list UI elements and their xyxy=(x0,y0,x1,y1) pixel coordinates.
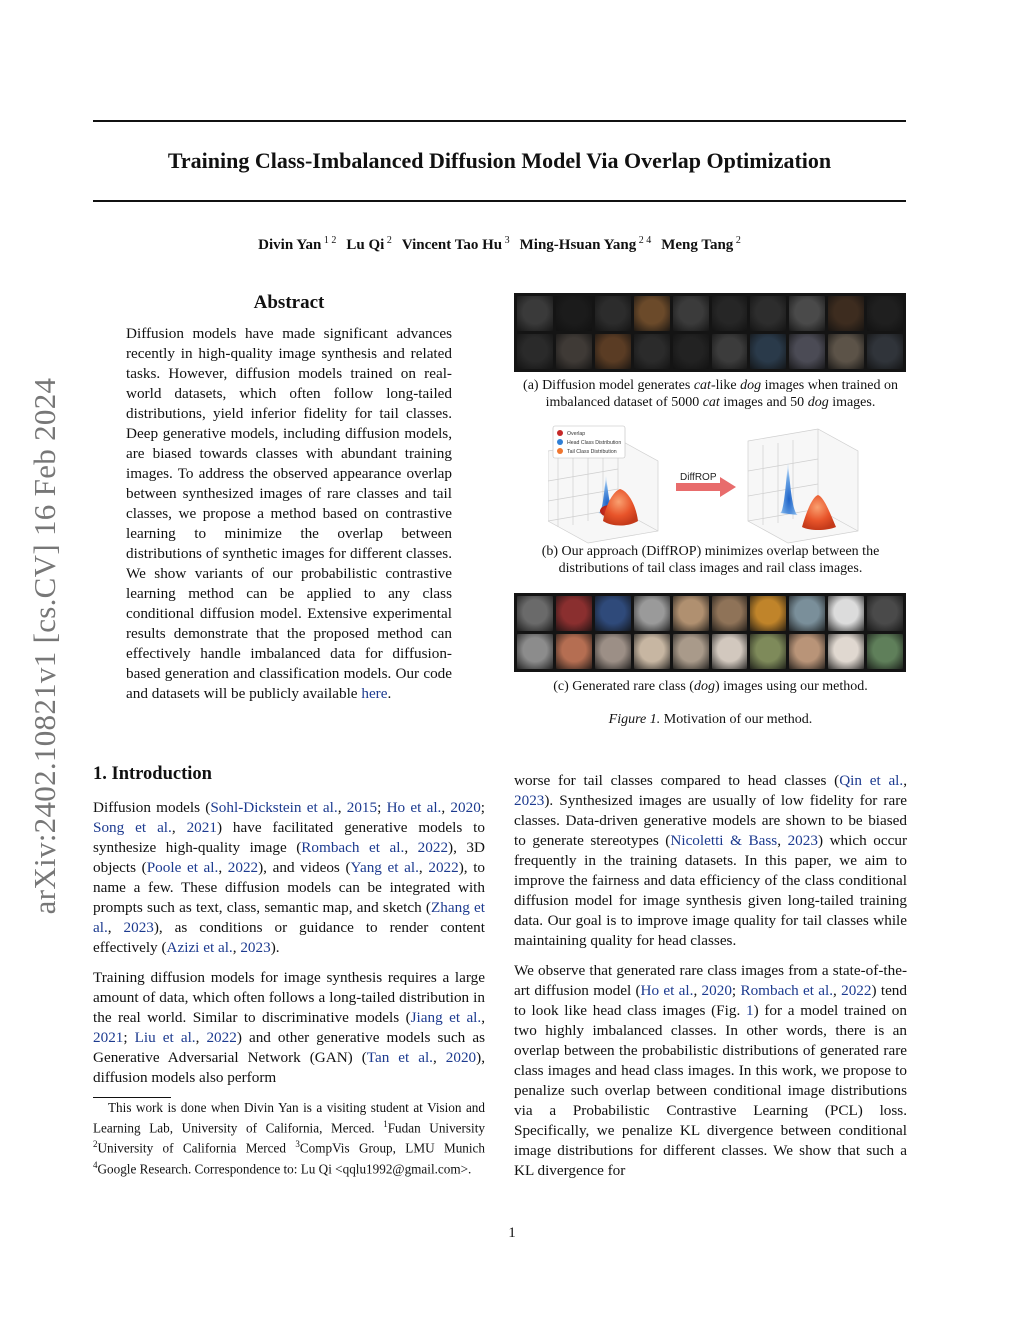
legend-dot xyxy=(557,430,563,436)
caption-a-em: cat xyxy=(693,378,711,393)
text-run: ; xyxy=(480,799,486,816)
text-run: University of California Merced xyxy=(97,1140,296,1156)
text-run: Diffusion models ( xyxy=(93,799,211,816)
figure-label: Figure 1. xyxy=(608,712,661,727)
generated-image-thumbnail xyxy=(712,296,748,331)
generated-image-thumbnail xyxy=(673,596,709,631)
generated-image-thumbnail xyxy=(517,596,553,631)
generated-image-thumbnail xyxy=(828,334,864,369)
text-run: ), to name a few. These diffusion models can be integrated with prompts such as text, class, semantic map, and sketch ( xyxy=(93,859,486,916)
citation-link[interactable]: 1 xyxy=(745,1002,754,1019)
arxiv-identifier: arXiv:2402.10821v1 [cs.CV] 16 Feb 2024 xyxy=(27,377,62,915)
caption-c-part: ) images using our method. xyxy=(714,679,868,694)
intro-paragraph-4 xyxy=(514,961,907,1181)
affiliation-mark: 2 xyxy=(93,1139,98,1150)
generated-image-thumbnail xyxy=(634,296,670,331)
text-run: , xyxy=(171,819,187,836)
generated-image-thumbnail xyxy=(634,634,670,669)
generated-image-thumbnail xyxy=(789,334,825,369)
text-run: , xyxy=(903,772,907,789)
citation-link[interactable]: Ho et al. xyxy=(640,982,694,999)
citation-link[interactable]: 2022 xyxy=(428,859,459,876)
citation-link[interactable]: 2023 xyxy=(123,919,154,936)
text-run: ) tend to look like head class images (Fig. xyxy=(514,982,907,1019)
caption-a-em: dog xyxy=(807,395,829,410)
generated-image-thumbnail xyxy=(634,334,670,369)
citation-link[interactable]: 2020 xyxy=(450,799,481,816)
abstract-heading: Abstract xyxy=(253,292,325,313)
generated-image-thumbnail xyxy=(867,634,903,669)
overlap-distribution-diagram xyxy=(548,421,868,546)
author: Meng Tang $^2$ xyxy=(661,235,741,253)
footnote-rule xyxy=(93,1097,171,1098)
generated-image-thumbnail xyxy=(556,334,592,369)
text-run: ; xyxy=(123,1029,135,1046)
text-run: , xyxy=(432,1049,446,1066)
generated-rare-dog-images xyxy=(514,593,906,672)
text-run: ). Synthesized images are usually of low fidelity for rare classes. Data-driven generative models are shown to be biased to generate stereotypes ( xyxy=(514,792,907,849)
author: Divin Yan $^{1 2}$ xyxy=(258,235,337,253)
text-run: ). xyxy=(270,939,280,956)
legend-dot xyxy=(557,448,563,454)
author: Ming-Hsuan Yang $^{2 4}$ xyxy=(519,235,652,253)
citation-link[interactable]: 2023 xyxy=(787,832,818,849)
citation-link[interactable]: Rombach et al. xyxy=(301,839,405,856)
generated-image-thumbnail xyxy=(828,596,864,631)
text-run: ), diffusion models also perform xyxy=(93,1049,485,1086)
text-run: Training diffusion models for image synthesis requires a large amount of data, which often follows a long-tailed distribution in the real world. Similar to discriminative models ( xyxy=(93,969,485,1026)
generated-image-thumbnail xyxy=(556,296,592,331)
text-run: , xyxy=(418,859,429,876)
caption-a-part: images and 50 xyxy=(719,395,808,410)
diagram-legend xyxy=(553,426,625,458)
caption-c-em: dog xyxy=(693,679,715,694)
generated-image-thumbnail xyxy=(595,334,631,369)
caption-a-part: images when trained on imbalanced dataset of 5000 xyxy=(545,378,898,410)
citation-link[interactable]: 2022 xyxy=(227,859,259,876)
generated-image-thumbnail xyxy=(828,296,864,331)
abstract-text: Diffusion models have made significant advances recently in high-quality image synthesis and related tasks. However, diffusion models trained on real-world datasets, which often follow long-tailed distributions, yield inferior fidelity for tail classes. Deep generative models, including diffusion models, are biased towards classes with abundant training images. To address the observed appearance overlap between synthesized images of rare classes and tail classes, we propose a method based on contrastive learning to minimize the overlap between distributions of synthetic images for different classes. We show variants of our probabilistic contrastive learning method can be applied to any class conditional diffusion model. Extensive experimental results demonstrate that the proposed method can effectively handle imbalanced data for diffusion-based generation and classification models. Our code and datasets will be publicly available xyxy=(126,325,452,702)
caption-a-em: dog xyxy=(740,378,762,393)
caption-a xyxy=(514,377,907,411)
text-run: ; xyxy=(377,799,387,816)
generated-image-thumbnail xyxy=(750,596,786,631)
generated-image-thumbnail xyxy=(517,296,553,331)
generated-image-thumbnail xyxy=(867,334,903,369)
text-run: , xyxy=(337,799,347,816)
citation-link[interactable]: 2022 xyxy=(841,982,872,999)
intro-paragraph-1 xyxy=(93,798,485,958)
legend-head: Head Class Distribution xyxy=(567,440,622,446)
text-run: CompVis Group, LMU Munich xyxy=(299,1140,485,1156)
text-run: ) and other generative models such as Generative Adversarial Network (GAN) ( xyxy=(93,1029,485,1066)
text-run: worse for tail classes compared to head classes ( xyxy=(514,772,840,789)
affiliation-footnote xyxy=(93,1100,485,1177)
generated-image-thumbnail xyxy=(789,296,825,331)
citation-link[interactable]: Qin et al. xyxy=(839,772,904,789)
intro-left-column xyxy=(93,798,485,1088)
generated-image-thumbnail xyxy=(595,634,631,669)
citation-link[interactable]: Jiang et al. xyxy=(410,1009,482,1026)
generated-image-thumbnail xyxy=(556,634,592,669)
generated-image-thumbnail xyxy=(517,634,553,669)
generated-image-thumbnail xyxy=(712,634,748,669)
citation-link[interactable]: 2023 xyxy=(240,939,271,956)
text-run: , xyxy=(404,839,418,856)
generated-image-thumbnail xyxy=(634,596,670,631)
generated-image-thumbnail xyxy=(595,596,631,631)
generated-image-thumbnail xyxy=(712,596,748,631)
text-run: ) which occur frequently in the training datasets. In this paper, we aim to improve the fairness and data efficiency of the class conditional diffusion model for image synthesis given long-tailed training data. Our goal is to improve image quality for tail classes while maintaining quality for head classes. xyxy=(514,832,908,949)
citation-link[interactable]: Azizi et al. xyxy=(166,939,233,956)
caption-a-part: images. xyxy=(828,395,876,410)
text-run: ) have facilitated generative models to synthesize high-quality image ( xyxy=(93,819,485,856)
citation-link[interactable]: 2015 xyxy=(346,799,378,816)
citation-link[interactable]: Song et al. xyxy=(93,819,172,836)
citation-link[interactable]: Rombach et al. xyxy=(740,982,833,999)
intro-paragraph-2 xyxy=(93,968,485,1088)
text-run: ), 3D objects ( xyxy=(93,839,485,876)
arrow-label: DiffROP xyxy=(680,472,717,483)
generated-image-thumbnail xyxy=(789,596,825,631)
citation-link[interactable]: Liu et al. xyxy=(134,1029,196,1046)
text-run: , xyxy=(693,982,702,999)
author-list xyxy=(93,235,906,254)
abstract-body xyxy=(126,324,452,704)
title-rule-top xyxy=(93,120,906,122)
text-run: , xyxy=(441,799,451,816)
figure-caption-text: Motivation of our method. xyxy=(660,712,813,727)
generated-image-thumbnail xyxy=(556,596,592,631)
text-run: Google Research. Correspondence to: Lu Qi <qqlu1992@gmail.com>. xyxy=(97,1161,472,1177)
generated-image-thumbnail xyxy=(750,634,786,669)
author: Lu Qi $^2$ xyxy=(346,235,392,253)
generated-image-thumbnail xyxy=(673,634,709,669)
paper-title: Training Class-Imbalanced Diffusion Model Via Overlap Optimization xyxy=(167,148,832,173)
generated-image-thumbnail xyxy=(789,634,825,669)
text-run: ), as conditions or guidance to render content effectively ( xyxy=(93,919,485,956)
text-run: ; xyxy=(731,982,741,999)
generated-image-thumbnail xyxy=(828,634,864,669)
generated-image-thumbnail xyxy=(867,296,903,331)
citation-link[interactable]: 2021 xyxy=(186,819,217,836)
introduction-heading: 1. Introduction xyxy=(93,764,212,784)
generated-image-thumbnail xyxy=(750,334,786,369)
generated-image-thumbnail xyxy=(595,296,631,331)
legend-tail: Tail Class Distribution xyxy=(567,449,617,455)
text-run: Fudan University xyxy=(387,1120,485,1136)
text-run: , xyxy=(833,982,842,999)
caption-a-part: (a) Diffusion model generates xyxy=(523,378,694,393)
citation-link[interactable]: 2022 xyxy=(417,839,449,856)
text-run: This work is done when Divin Yan is a visiting student at Vision and Learning Lab, University of California, Merced. xyxy=(93,1100,485,1136)
citation-link[interactable]: Zhang et al. xyxy=(93,899,485,936)
generated-image-thumbnail xyxy=(673,334,709,369)
citation-link[interactable]: Nicoletti & Bass xyxy=(670,832,778,849)
diffrop-arrow xyxy=(676,472,736,497)
legend-dot xyxy=(557,439,563,445)
intro-paragraph-3 xyxy=(514,771,907,951)
citation-link[interactable]: 2021 xyxy=(93,1029,124,1046)
generated-image-thumbnail xyxy=(712,334,748,369)
generated-image-thumbnail xyxy=(867,596,903,631)
citation-link[interactable]: Tan et al. xyxy=(366,1049,433,1066)
title-rule-bottom xyxy=(93,200,906,202)
citation-link[interactable]: Yang et al. xyxy=(350,859,419,876)
abstract-tail: . xyxy=(387,685,392,702)
citation-link[interactable]: 2020 xyxy=(445,1049,477,1066)
author: Vincent Tao Hu $^3$ xyxy=(401,235,510,253)
text-run: , xyxy=(218,859,228,876)
text-run: , xyxy=(232,939,241,956)
code-link[interactable]: here xyxy=(361,685,388,702)
intro-right-column xyxy=(514,771,907,1181)
caption-a-em: cat xyxy=(702,395,720,410)
citation-link[interactable]: 2023 xyxy=(514,792,545,809)
figure-caption xyxy=(514,712,907,728)
caption-a-part: -like xyxy=(710,378,741,393)
text-run: , xyxy=(777,832,788,849)
affiliation-mark: 1 xyxy=(383,1119,388,1129)
generated-image-thumbnail xyxy=(517,334,553,369)
legend-overlap: Overlap xyxy=(567,431,586,437)
affiliation-mark: 4 xyxy=(93,1159,98,1170)
text-run: , xyxy=(107,919,124,936)
generated-image-thumbnail xyxy=(750,296,786,331)
text-run: ), and videos ( xyxy=(258,859,351,876)
caption-c xyxy=(514,678,907,695)
citation-link[interactable]: Sohl-Dickstein et al. xyxy=(210,799,338,816)
caption-c-part: (c) Generated rare class ( xyxy=(553,679,694,694)
citation-link[interactable]: 2022 xyxy=(206,1029,237,1046)
caption-b: (b) Our approach (DiffROP) minimizes overlap between the distributions of tail class images and rail class images. xyxy=(541,544,880,576)
generated-cat-like-dog-images xyxy=(514,293,906,372)
text-run: , xyxy=(195,1029,207,1046)
affiliation-mark: 3 xyxy=(295,1139,300,1150)
citation-link[interactable]: 2020 xyxy=(701,982,732,999)
citation-link[interactable]: Ho et al. xyxy=(386,799,442,816)
page-number: 1 xyxy=(508,1225,516,1241)
generated-image-thumbnail xyxy=(673,296,709,331)
text-run: ) for a model trained on two highly imbalanced classes. In other words, there is an overlap between the probabilistic distributions of generated rare class images and head class images. In this work, we propose to penalize such overlap between conditional image distributions via a Probabilistic Contrastive Learning (PCL) loss. Specifically, we penalize KL divergence between conditional image distributions for different classes. We show that such a KL divergence for xyxy=(514,1002,907,1179)
text-run: We observe that generated rare class images from a state-of-the-art diffusion model ( xyxy=(514,962,907,999)
text-run: , xyxy=(481,1009,485,1026)
citation-link[interactable]: Poole et al. xyxy=(146,859,219,876)
